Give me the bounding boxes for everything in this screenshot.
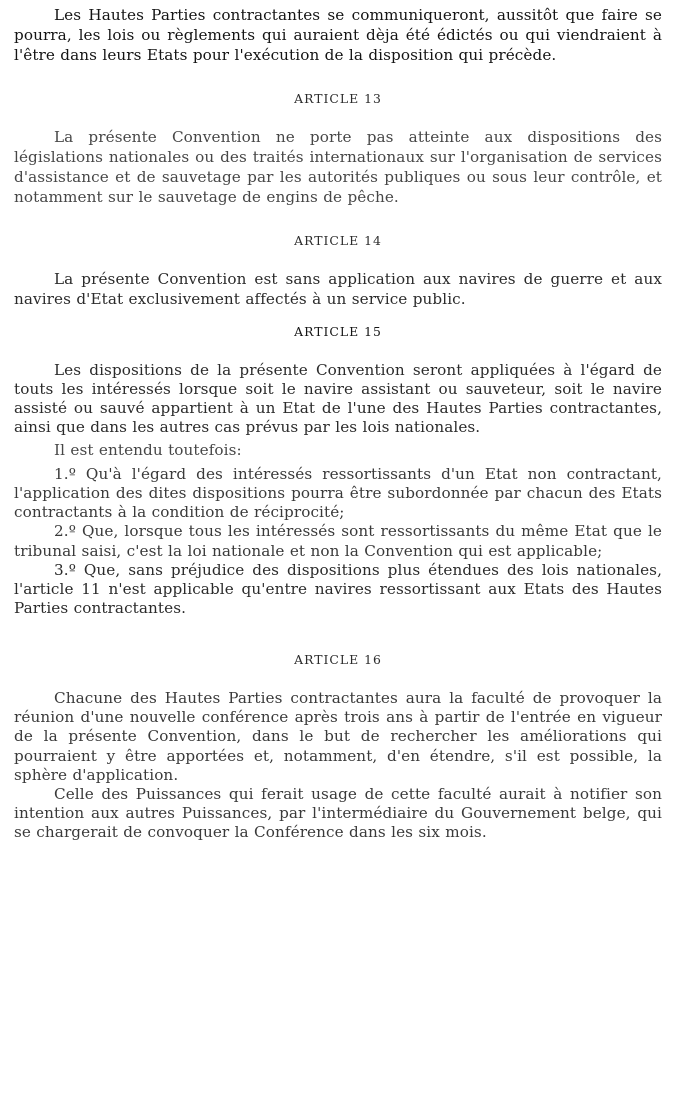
paragraph-article-15-body: Les dispositions de la présente Convention seront appliquées à l'égard de touts les intéressés lorsque soit le navire assistant ou sauveteur, soit le navire assisté ou sauvé appartient à un Etat de l'une des Hautes Parties contractantes, ainsi que dans les autres cas prévus par les lois nationales.: [14, 360, 662, 437]
paragraph-article-15-item-3: 3.º Que, sans préjudice des dispositions plus étendues des lois nationales, l'article 11 n'est applicable qu'entre navires ressortissant aux Etats des Hautes Parties contractantes.: [14, 560, 662, 618]
paragraph-article-15-item-1: 1.º Qu'à l'égard des intéressés ressortissants d'un Etat non contractant, l'application des dites dispositions pourra être subordonnée par chacun des Etats contractants à la condition de réciprocité;: [14, 465, 662, 522]
spacer: [14, 65, 662, 91]
spacer: [14, 339, 662, 361]
paragraph-article-16-body-2: Celle des Puissances qui ferait usage de cette faculté aurait à notifier son intention aux autres Puissances, par l'intermédiaire du Gouvernement belge, qui se chargerait de convoquer la Conférence dans les six mois.: [14, 784, 662, 842]
spacer: [14, 248, 662, 270]
spacer: [14, 618, 662, 652]
paragraph-article-13-body: La présente Convention ne porte pas atteinte aux dispositions des législations nationales ou des traités internationaux sur l'organisation de services d'assistance et de sauvetage par les autorités publiques ou sous leur contrôle, et notamment sur le sauvetage de engins de pêche.: [14, 128, 662, 206]
heading-article-15: ARTICLE 15: [294, 323, 382, 339]
heading-article-14: ARTICLE 14: [294, 233, 382, 249]
heading-article-13: ARTICLE 13: [294, 91, 382, 107]
paragraph-article-14-body: La présente Convention est sans application aux navires de guerre et aux navires d'Etat exclusivement affectés à un service public.: [14, 270, 662, 308]
heading-article-16: ARTICLE 16: [294, 652, 382, 668]
paragraph-article-12-continuation: Les Hautes Parties contractantes se communiqueront, aussitôt que faire se pourra, les lois ou règlements qui auraient dèja été édictés ou qui viendraient à l'être dans leurs Etats pour l'exécution de la disposition qui précède.: [14, 6, 662, 64]
spacer: [14, 310, 662, 324]
paragraph-article-15-lead: Il est entendu toutefois:: [54, 441, 242, 460]
spacer: [14, 207, 662, 233]
spacer: [14, 667, 662, 689]
paragraph-article-15-item-2: 2.º Que, lorsque tous les intéressés sont ressortissants du même Etat que le tribunal saisi, c'est la loi nationale et non la Convention qui est applicable;: [14, 522, 662, 560]
spacer: [14, 106, 662, 128]
paragraph-article-16-body: Chacune des Hautes Parties contractantes aura la faculté de provoquer la réunion d'une nouvelle conférence après trois ans à partir de l'entrée en vigueur de la présente Convention, dans le but de rechercher les améliorations qui pourraient y être apportées et, notamment, d'en étendre, s'il est possible, la sphère d'application.: [14, 689, 662, 784]
